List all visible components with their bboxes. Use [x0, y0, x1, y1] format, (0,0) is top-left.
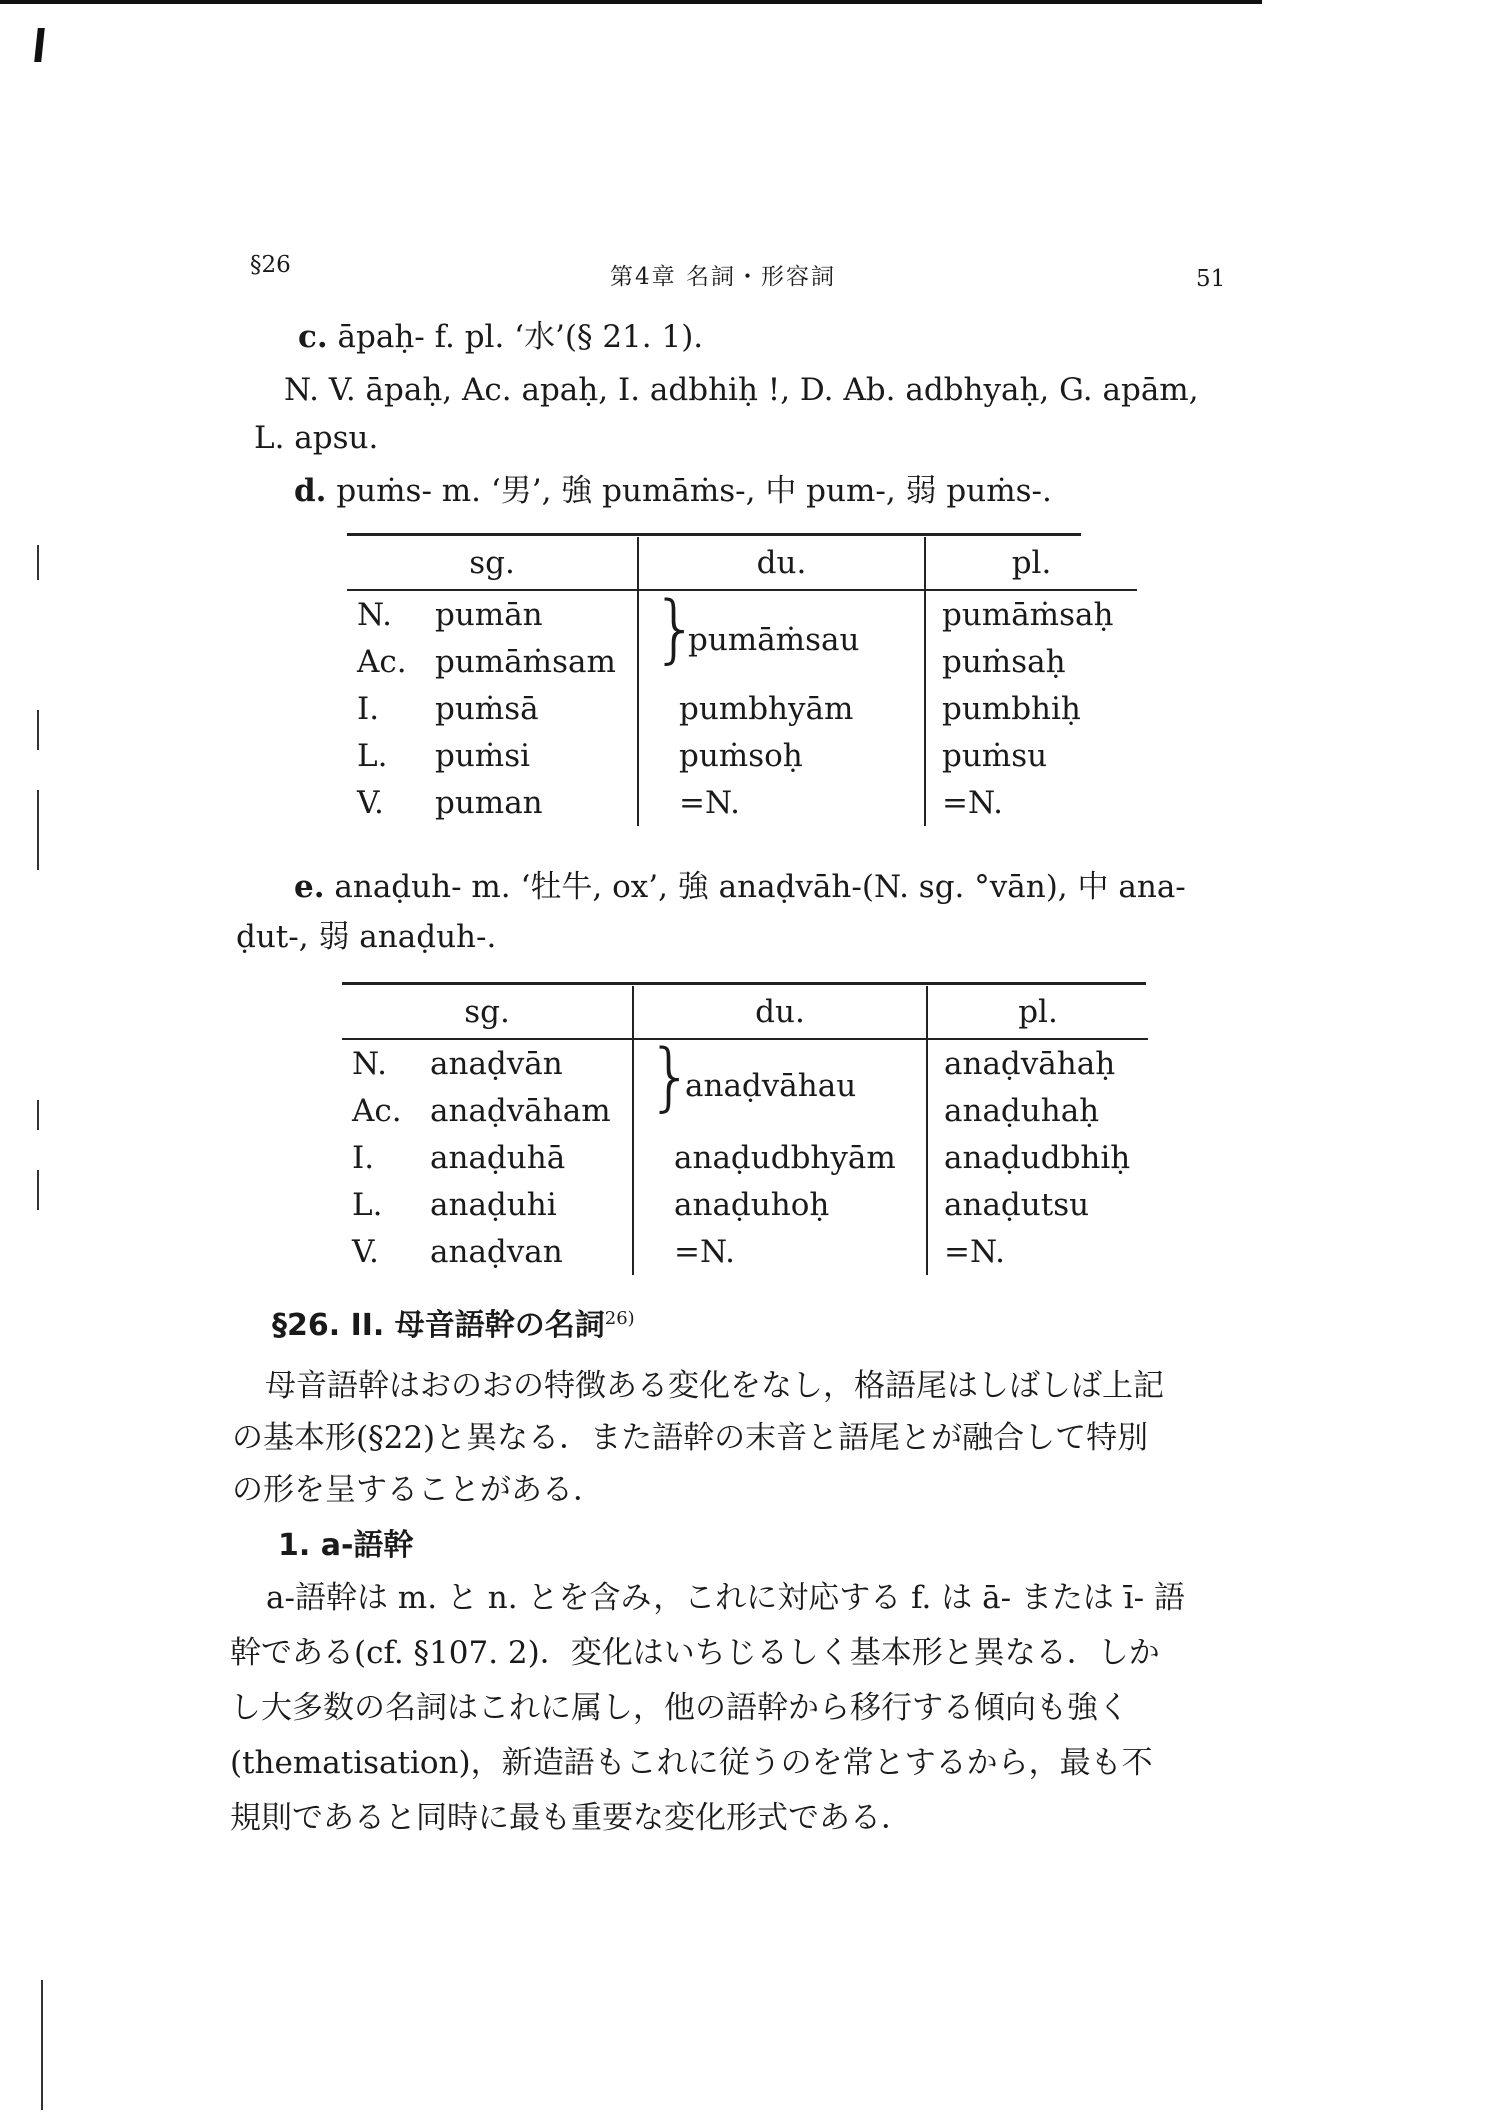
sg-form: anaḍvāham [430, 1092, 611, 1129]
sg-form: pumān [435, 596, 543, 633]
du-form: anaḍuhoḥ [633, 1181, 927, 1228]
col-header-pl: pl. [927, 986, 1148, 1039]
du-merged-form: pumāṁsau [688, 622, 860, 658]
scan-corner-mark [34, 28, 45, 62]
table-row [347, 685, 1137, 732]
subsection-para-line: 幹である(cf. §107. 2)．変化はいちじるしく基本形と異なる．しか [230, 1635, 1160, 1671]
section-title: §26. II. 母音語幹の名詞 [272, 1308, 605, 1343]
margin-mark [41, 1980, 43, 2110]
item-e-headline-1: anaḍuh- m. ‘牡牛, ox’, 強 anaḍvāh-(N. sg. °vān), 中 ana- [334, 869, 1186, 905]
du-form: pumbhyām [638, 685, 925, 732]
table-row [342, 1181, 1148, 1228]
col-header-du: du. [633, 986, 927, 1039]
pl-form: pumāṁsaḥ [925, 590, 1137, 638]
item-d-headline: puṁs- m. ‘男’, 強 pumāṁs-, 中 pum-, 弱 puṁs-. [336, 473, 1052, 509]
sg-form: anaḍvan [430, 1233, 563, 1270]
margin-mark [37, 1100, 39, 1130]
sg-form: puman [435, 784, 543, 821]
margin-mark [37, 710, 39, 750]
item-c-headline: āpaḥ- f. pl. ‘水’(§ 21. 1). [337, 319, 704, 355]
item-d-label: d. [294, 473, 327, 509]
col-header-sg: sg. [347, 537, 638, 590]
subsection-para-line: (thematisation)，新造語もこれに従うのを常とするから，最も不 [230, 1745, 1153, 1781]
section-26-heading [272, 1300, 635, 1344]
running-header-section: §26 [250, 252, 291, 278]
case-label: I. [352, 1139, 375, 1176]
sg-form: puṁsi [435, 737, 531, 774]
du-merged-form: anaḍvāhau [685, 1068, 857, 1104]
case-label: N. [352, 1045, 387, 1082]
case-label: V. [352, 1233, 379, 1270]
pl-form: anaḍuhaḥ [927, 1087, 1148, 1134]
pl-form: puṁsaḥ [925, 638, 1137, 685]
subsection-para-line: し大多数の名詞はこれに属し，他の語幹から移行する傾向も強く [230, 1690, 1129, 1726]
case-label: Ac. [352, 1092, 402, 1129]
table-row [342, 1134, 1148, 1181]
item-c-forms-line-1: N. V. āpaḥ, Ac. apaḥ, I. adbhiḥ !, D. Ab. adbhyaḥ, G. apām, [284, 372, 1199, 408]
item-e-headline-2: ḍut-, 弱 anaḍuh-. [236, 919, 497, 955]
item-c-label: c. [298, 319, 328, 355]
section-para-line: 母音語幹はおのおの特徴ある変化をなし，格語尾はしばしば上記 [265, 1368, 1164, 1404]
item-d-heading [294, 466, 1052, 516]
subsection-para-line: 規則であると同時に最も重要な変化形式である． [230, 1800, 912, 1836]
item-e-label: e. [294, 869, 325, 905]
case-label: L. [357, 737, 388, 774]
table-row [342, 1228, 1148, 1275]
case-label: L. [352, 1186, 383, 1223]
case-label: I. [357, 690, 380, 727]
du-brace: } [652, 586, 700, 672]
table-header-row [342, 986, 1148, 1039]
section-para-line: の形を呈することがある． [232, 1472, 604, 1508]
pl-form: anaḍutsu [927, 1181, 1148, 1228]
declension-table-anaduh [342, 986, 1148, 1275]
pl-form: =N. [927, 1228, 1148, 1275]
table-e-top-rule [342, 982, 1146, 985]
item-e-heading [294, 862, 1186, 912]
subsection-title: 1. a-語幹 [278, 1528, 414, 1563]
du-form: =N. [638, 779, 925, 826]
margin-mark [37, 1170, 39, 1210]
col-header-pl: pl. [925, 537, 1137, 590]
scan-top-edge [0, 0, 1262, 4]
section-para-line: の基本形(§22)と異なる．また語幹の末音と語尾とが融合して特別 [232, 1420, 1149, 1456]
table-row [347, 732, 1137, 779]
margin-mark [37, 545, 39, 580]
du-brace: } [647, 1034, 695, 1120]
pl-form: anaḍudbhiḥ [927, 1134, 1148, 1181]
du-form: puṁsoḥ [638, 732, 925, 779]
sg-form: puṁsā [435, 690, 539, 727]
sg-form: anaḍuhā [430, 1139, 566, 1176]
item-c-forms-line-2: L. apsu. [254, 420, 379, 456]
col-header-du: du. [638, 537, 925, 590]
subsection-para-line: a-語幹は m. と n. とを含み，これに対応する f. は ā- または ī- 語 [266, 1580, 1185, 1616]
sg-form: anaḍuhi [430, 1186, 557, 1223]
subsection-heading [278, 1520, 413, 1564]
page-number: 51 [1196, 266, 1226, 292]
case-label: Ac. [357, 643, 407, 680]
declension-table-pums [347, 537, 1137, 826]
footnote-ref: 26) [604, 1308, 635, 1329]
du-form: anaḍudbhyām [633, 1134, 927, 1181]
du-form: =N. [633, 1228, 927, 1275]
item-c-heading [298, 312, 703, 362]
table-row [347, 779, 1137, 826]
table-header-row [347, 537, 1137, 590]
sg-form: anaḍvān [430, 1045, 563, 1082]
running-header-chapter: 第4章 名詞・形容詞 [610, 264, 836, 290]
table-d-top-rule [347, 533, 1081, 536]
case-label: V. [357, 784, 384, 821]
case-label: N. [357, 596, 392, 633]
pl-form: pumbhiḥ [925, 685, 1137, 732]
col-header-sg: sg. [342, 986, 633, 1039]
margin-mark [37, 790, 39, 870]
pl-form: =N. [925, 779, 1137, 826]
pl-form: anaḍvāhaḥ [927, 1039, 1148, 1087]
pl-form: puṁsu [925, 732, 1137, 779]
sg-form: pumāṁsam [435, 643, 616, 680]
